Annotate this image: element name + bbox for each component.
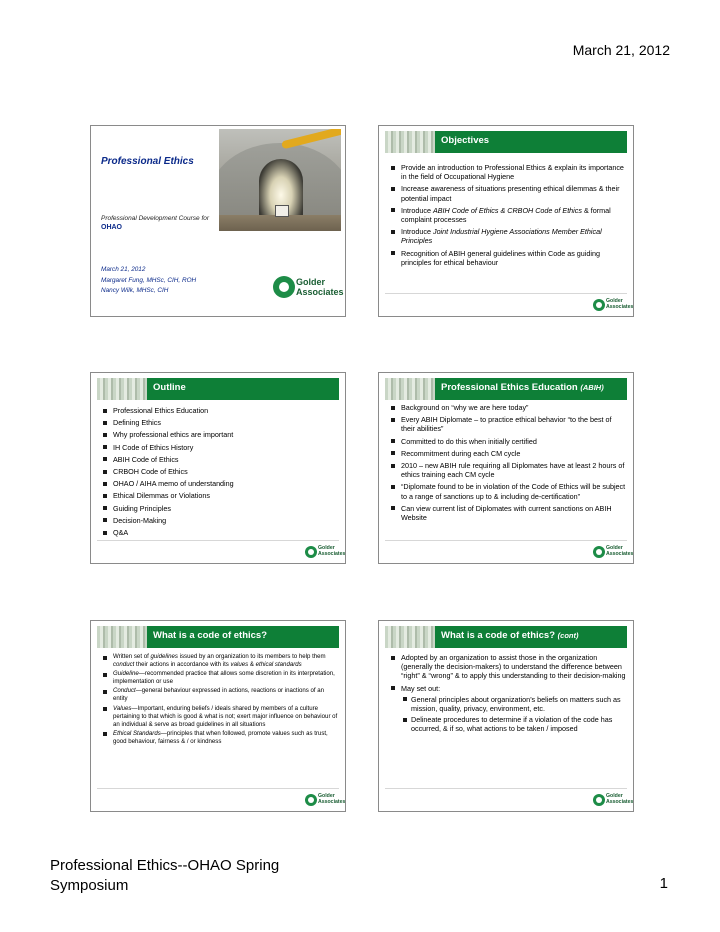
list-item: Decision-Making xyxy=(101,516,339,525)
footer-rule xyxy=(385,293,627,294)
golder-logo-small: Golder Associates xyxy=(305,793,339,807)
list-item: Ethical Dilemmas or Violations xyxy=(101,491,339,500)
objectives-list xyxy=(389,163,627,270)
education-list xyxy=(389,403,627,525)
ventilation-pipe xyxy=(281,129,341,149)
page-number: 1 xyxy=(659,875,668,892)
slide-heading: What is a code of ethics? (cont) xyxy=(441,630,579,641)
list-item: IH Code of Ethics History xyxy=(101,443,339,452)
list-item: Recommitment during each CM cycle xyxy=(389,449,627,458)
slide-header xyxy=(385,626,627,648)
golder-logo-mark xyxy=(305,546,317,558)
outline-list xyxy=(101,406,339,540)
golder-logo-small: Golder Associates xyxy=(593,793,627,807)
golder-logo-mark xyxy=(305,794,317,806)
golder-logo-small: Golder Associates xyxy=(593,545,627,559)
sub-list-item: General principles about organization’s beliefs on matters such as mission, quality, privacy, environment, etc. xyxy=(401,695,627,713)
list-item: Professional Ethics Education xyxy=(101,406,339,415)
list-item: Introduce ABIH Code of Ethics & CRBOH Code of Ethics & formal complaint processes xyxy=(389,206,627,224)
slide-header xyxy=(97,378,339,400)
golder-logo-small: Golder Associates xyxy=(593,298,627,312)
list-item: Values—Important, enduring beliefs / ideals shared by members of a culture pertaining to that which is good & what is not; exert major influence on behaviour of an individual & serve as broad guidelines in all situations xyxy=(101,705,339,729)
golder-logo-mark xyxy=(593,299,605,311)
slide-ethics-education xyxy=(378,372,634,564)
slide-heading: Professional Ethics Education (ABIH) xyxy=(441,382,604,393)
presentation-date: March 21, 2012 xyxy=(101,266,146,273)
course-subtitle: Professional Development Course for xyxy=(101,215,210,222)
list-item: Guiding Principles xyxy=(101,504,339,513)
slide-heading: What is a code of ethics? xyxy=(153,630,268,641)
list-item: Why professional ethics are important xyxy=(101,430,339,439)
golder-logo xyxy=(273,274,343,302)
list-item: Provide an introduction to Professional Ethics & explain its importance in the field of Occupational Hygiene xyxy=(389,163,627,181)
list-item: Increase awareness of situations presenting ethical dilemmas & their potential impact xyxy=(389,184,627,202)
header-photo xyxy=(385,378,435,400)
list-item: May set out: General principles about organization’s beliefs on matters such as mission, quality, privacy, environment, etc. Delineate procedures to determine if a violation of the code has occurred, & if so, what actions to be taken / imposed xyxy=(389,684,627,734)
list-item: OHAO / AIHA memo of understanding xyxy=(101,479,339,488)
list-item: Recognition of ABIH general guidelines within Code as guiding principles for ethical behaviour xyxy=(389,249,627,267)
header-photo xyxy=(97,626,147,648)
footer-rule xyxy=(385,540,627,541)
tunnel-road xyxy=(219,215,341,231)
slide-heading: Objectives xyxy=(441,135,490,146)
list-item: Committed to do this when initially certified xyxy=(389,437,627,446)
list-item: Adopted by an organization to assist those in the organization (generally the decision-makers) to understand the difference between “right” & “wrong” & to apply this understanding to their decision-making xyxy=(389,653,627,681)
list-item: Guideline—recommended practice that allows some discretion in its interpretation, implementation or use xyxy=(101,670,339,686)
golder-logo-mark xyxy=(593,794,605,806)
list-item: Every ABIH Diplomate – to practice ethical behavior “to the best of their abilities” xyxy=(389,415,627,433)
code-purpose-list xyxy=(389,653,627,737)
list-item: Conduct—general behaviour expressed in actions, reactions or inactions of an entity xyxy=(101,687,339,703)
header-photo xyxy=(385,131,435,153)
list-item: 2010 – new ABIH rule requiring all Diplomates have at least 2 hours of ethics training each CM cycle xyxy=(389,461,627,479)
list-item: Written set of guidelines issued by an organization to its members to help them conduct their actions in accordance with its values & ethical standards xyxy=(101,653,339,669)
slide-title xyxy=(90,125,346,317)
footer-rule xyxy=(97,788,339,789)
list-item: Defining Ethics xyxy=(101,418,339,427)
footer-rule xyxy=(97,540,339,541)
page-footer: Professional Ethics--OHAO Spring Symposium xyxy=(50,857,280,894)
list-item: Introduce Joint Industrial Hygiene Associations Member Ethical Principles xyxy=(389,227,627,245)
list-item: ABIH Code of Ethics xyxy=(101,455,339,464)
list-item: Ethical Standards—principles that when followed, promote values such as trust, good behaviour, fairness & / or kindness xyxy=(101,730,339,746)
slide-heading: Outline xyxy=(153,382,186,393)
definitions-list xyxy=(101,653,339,747)
page-date: March 21, 2012 xyxy=(572,42,670,58)
truck xyxy=(275,205,289,217)
list-item: Background on “why we are here today” xyxy=(389,403,627,412)
golder-logo-mark xyxy=(273,276,295,298)
header-photo xyxy=(97,378,147,400)
golder-logo-wordmark: Golder Associates xyxy=(296,277,344,297)
author-2: Nancy Wilk, MHSc, CIH xyxy=(101,287,169,294)
list-item: Q&A xyxy=(101,528,339,537)
author-1: Margaret Fung, MHSc, CIH, ROH xyxy=(101,276,197,284)
slide-header xyxy=(97,626,339,648)
tunnel-photo xyxy=(219,129,341,231)
golder-logo-small: Golder Associates xyxy=(305,545,339,559)
slide-code-of-ethics-cont xyxy=(378,620,634,812)
slide-header xyxy=(385,378,627,400)
slide-title-heading: Professional Ethics xyxy=(101,156,194,167)
slide-header xyxy=(385,131,627,153)
list-item: “Diplomate found to be in violation of the Code of Ethics will be subject to a range of sanctions up to & including de-certification” xyxy=(389,482,627,500)
list-item: CRBOH Code of Ethics xyxy=(101,467,339,476)
sub-list-item: Delineate procedures to determine if a violation of the code has occurred, & if so, what actions to be taken / imposed xyxy=(401,715,627,733)
organization-name: OHAO xyxy=(101,224,122,231)
slide-code-of-ethics xyxy=(90,620,346,812)
golder-logo-mark xyxy=(593,546,605,558)
presentation-meta xyxy=(101,265,196,297)
slide-outline xyxy=(90,372,346,564)
footer-rule xyxy=(385,788,627,789)
list-item: Can view current list of Diplomates with current sanctions on ABIH Website xyxy=(389,504,627,522)
header-photo xyxy=(385,626,435,648)
sub-list xyxy=(401,695,627,734)
slide-objectives xyxy=(378,125,634,317)
